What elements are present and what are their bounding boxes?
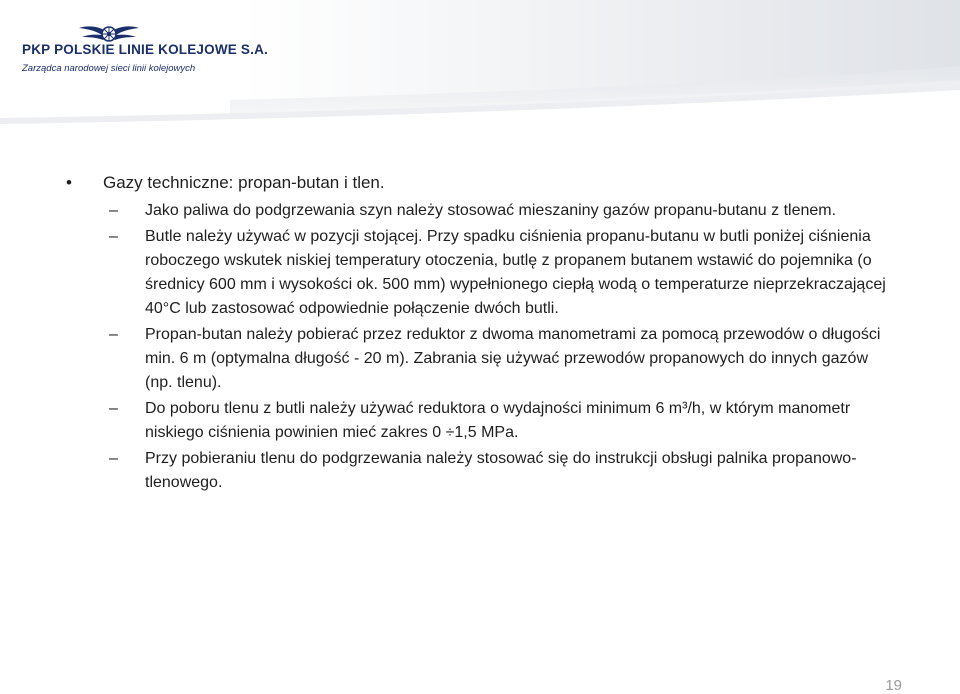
slide-content	[66, 171, 886, 497]
bullet-dot-icon: •	[66, 173, 72, 192]
dash-icon: –	[109, 450, 118, 467]
dash-icon: –	[109, 400, 118, 417]
list-item-text: Jako paliwa do podgrzewania szyn należy stosować mieszaniny gazów propanu-butanu z tlenem.	[145, 202, 837, 219]
dash-icon: –	[109, 202, 118, 219]
list-item-text: Do poboru tlenu z butli należy używać reduktora o wydajności minimum 6 m³/h, w którym manometr niskiego ciśnienia powinien mieć zakres 0 ÷1,5 MPa.	[145, 400, 851, 441]
brand-name: PKP POLSKIE LINIE KOLEJOWE S.A.	[22, 42, 268, 57]
dash-icon: –	[109, 326, 118, 343]
dash-icon: –	[109, 228, 118, 245]
list-item	[66, 447, 886, 495]
list-item	[66, 397, 886, 445]
list-item-text: Przy pobieraniu tlenu do podgrzewania należy stosować się do instrukcji obsługi palnika propanowo-tlenowego.	[145, 450, 857, 491]
main-bullet	[66, 171, 886, 194]
list-item	[66, 199, 886, 223]
sub-bullet-list	[66, 199, 886, 495]
list-item	[66, 225, 886, 321]
brand-tagline: Zarządca narodowej sieci linii kolejowych	[22, 63, 196, 74]
winged-wheel-icon	[78, 22, 140, 44]
brand-logo	[22, 22, 268, 82]
list-item-text: Propan-butan należy pobierać przez reduktor z dwoma manometrami za pomocą przewodów o długości min. 6 m (optymalna długość - 20 m). Zabrania się używać przewodów propanowych do innych gazów (np. tlenu).	[145, 326, 881, 391]
list-item-text: Butle należy używać w pozycji stojącej. Przy spadku ciśnienia propanu-butanu w butli poniżej ciśnienia roboczego wskutek niskiej temperatury otoczenia, butlę z propanem butanem wstawić do pojemnika (o średnicy 600 mm i wysokości ok. 500 mm) wypełnionego ciepłą wodą o temperaturze nieprzekraczającej 40°C lub zastosować odpowiednie połączenie dwóch butli.	[145, 228, 886, 317]
list-item	[66, 323, 886, 395]
page-number: 19	[885, 677, 902, 694]
main-bullet-text: Gazy techniczne: propan-butan i tlen.	[103, 173, 385, 192]
